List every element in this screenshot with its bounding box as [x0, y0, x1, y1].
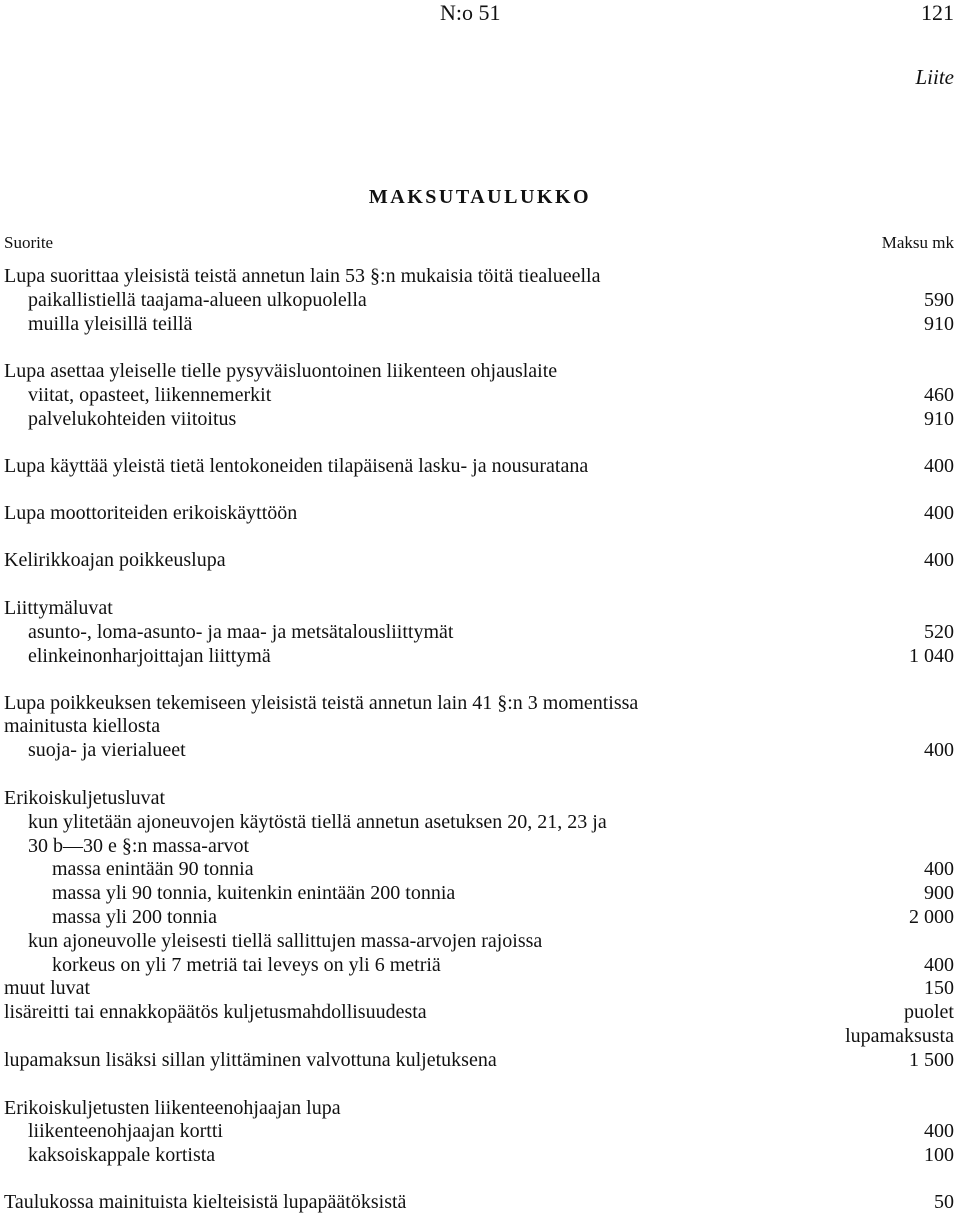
column-header-fee: Maksu mk	[881, 233, 954, 252]
table-row	[0, 596, 960, 620]
row-label: lupamaksun lisäksi sillan ylittäminen valvottuna kuljetuksena	[4, 1049, 497, 1071]
row-label: Lupa suorittaa yleisistä teistä annetun lain 53 §:n mukaisia töitä tiealueella	[4, 265, 601, 287]
row-value: 520	[924, 621, 954, 643]
table-row	[0, 407, 960, 431]
page-number: 121	[921, 0, 954, 25]
table-row	[0, 1119, 960, 1143]
row-value: 400	[924, 858, 954, 880]
row-label: muut luvat	[4, 977, 91, 999]
table-row	[0, 714, 960, 738]
row-label: paikallistiellä taajama-alueen ulkopuolella	[28, 289, 367, 311]
table-row	[0, 359, 960, 383]
table-row	[0, 620, 960, 644]
row-label: massa yli 90 tonnia, kuitenkin enintään 200 tonnia	[52, 882, 456, 904]
row-label: suoja- ja vierialueet	[28, 739, 186, 761]
row-value: 910	[924, 313, 954, 335]
column-header-service: Suorite	[4, 233, 54, 252]
row-value: 2 000	[909, 906, 954, 928]
document-title: MAKSUTAULUKKO	[368, 186, 592, 208]
row-label: 30 b—30 e §:n massa-arvot	[28, 835, 250, 857]
table-row	[0, 691, 960, 715]
row-label: Lupa käyttää yleistä tietä lentokoneiden tilapäisenä lasku- ja nousuratana	[4, 455, 589, 477]
row-value: 400	[924, 954, 954, 976]
row-label: Lupa poikkeuksen tekemiseen yleisistä teistä annetun lain 41 §:n 3 momentissa	[4, 692, 639, 714]
table-row	[0, 786, 960, 810]
row-label: viitat, opasteet, liikennemerkit	[28, 384, 272, 406]
table-row	[0, 1096, 960, 1120]
row-label: palvelukohteiden viitoitus	[28, 408, 237, 430]
row-value: 400	[924, 455, 954, 477]
row-value: 910	[924, 408, 954, 430]
table-row	[0, 738, 960, 762]
table-row	[0, 929, 960, 953]
row-label: Erikoiskuljetusten liikenteenohjaajan lupa	[4, 1097, 341, 1119]
row-label: massa yli 200 tonnia	[52, 906, 217, 928]
row-label: asunto-, loma-asunto- ja maa- ja metsätalousliittymät	[28, 621, 454, 643]
row-value: 460	[924, 384, 954, 406]
row-value: 900	[924, 882, 954, 904]
row-value: 590	[924, 289, 954, 311]
row-label: muilla yleisillä teillä	[28, 313, 193, 335]
row-label: elinkeinonharjoittajan liittymä	[28, 645, 271, 667]
row-label: korkeus on yli 7 metriä tai leveys on yli 6 metriä	[52, 954, 441, 976]
annex-label: Liite	[915, 65, 954, 89]
row-value: 1 040	[909, 645, 954, 667]
row-value: 150	[924, 977, 954, 999]
table-row	[0, 1000, 960, 1024]
row-value: puolet	[904, 1001, 954, 1023]
table-row	[0, 1190, 960, 1214]
table-row	[0, 501, 960, 525]
row-value: 400	[924, 739, 954, 761]
row-label: kun ajoneuvolle yleisesti tiellä sallittujen massa-arvojen rajoissa	[28, 930, 543, 952]
table-row	[0, 976, 960, 1000]
table-row	[0, 312, 960, 336]
table-row	[0, 288, 960, 312]
table-row	[0, 644, 960, 668]
row-label: Liittymäluvat	[4, 597, 113, 619]
row-label: Kelirikkoajan poikkeuslupa	[4, 549, 226, 571]
row-value: 400	[924, 549, 954, 571]
row-value: 50	[934, 1191, 954, 1213]
row-label: Taulukossa mainituista kielteisistä lupapäätöksistä	[4, 1191, 407, 1213]
table-row	[0, 1048, 960, 1072]
table-row	[0, 810, 960, 834]
table-row	[0, 953, 960, 977]
table-row	[0, 1024, 960, 1048]
page-reference: N:o 51	[440, 0, 501, 25]
table-row	[0, 881, 960, 905]
table-row	[0, 383, 960, 407]
row-label: lisäreitti tai ennakkopäätös kuljetusmahdollisuudesta	[4, 1001, 427, 1023]
row-label: Lupa moottoriteiden erikoiskäyttöön	[4, 502, 298, 524]
table-row	[0, 1143, 960, 1167]
row-label: Lupa asettaa yleiselle tielle pysyväisluontoinen liikenteen ohjauslaite	[4, 360, 558, 382]
row-label: massa enintään 90 tonnia	[52, 858, 254, 880]
table-row	[0, 834, 960, 858]
row-value: lupamaksusta	[845, 1025, 954, 1047]
table-row	[0, 857, 960, 881]
table-row	[0, 905, 960, 929]
row-value: 400	[924, 1120, 954, 1142]
table-row	[0, 454, 960, 478]
row-value: 1 500	[909, 1049, 954, 1071]
row-label: Erikoiskuljetusluvat	[4, 787, 166, 809]
table-row	[0, 264, 960, 288]
row-value: 100	[924, 1144, 954, 1166]
row-label: mainitusta kiellosta	[4, 715, 161, 737]
row-value: 400	[924, 502, 954, 524]
table-row	[0, 548, 960, 572]
row-label: kaksoiskappale kortista	[28, 1144, 216, 1166]
row-label: liikenteenohjaajan kortti	[28, 1120, 223, 1142]
row-label: kun ylitetään ajoneuvojen käytöstä tiellä annetun asetuksen 20, 21, 23 ja	[28, 811, 607, 833]
